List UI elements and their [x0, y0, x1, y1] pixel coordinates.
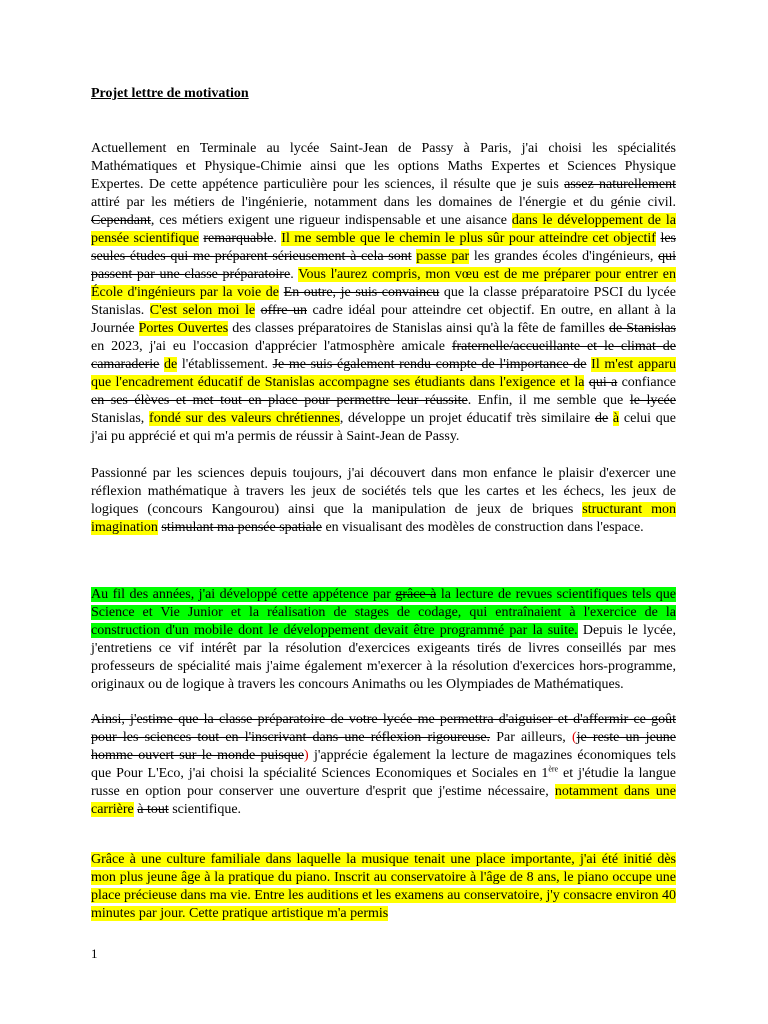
text-segment: je reste un jeune homme ouvert sur le monde puisque [91, 730, 676, 763]
text-segment: des classes préparatoires de Stanislas ainsi qu'à la fête de familles [228, 321, 609, 336]
text-segment: passe par [416, 249, 470, 264]
text-segment: et j'étudie la langue russe en option pour conserver une ouverture d'esprit que j'estime nécessaire, [91, 766, 676, 799]
text-segment: assez naturellement [564, 177, 676, 192]
text-segment: Portes Ouvertes [138, 321, 229, 336]
text-segment: grâce à [395, 587, 437, 602]
text-segment: ( [571, 730, 577, 745]
text-segment: en visualisant des modèles de construction dans l'espace. [321, 520, 644, 535]
text-segment: Ainsi, j'estime que la classe préparatoire de votre lycée me permettra d'aiguiser et d'affermir ce goût pour les sciences tout en l'inscrivant dans une réflexion rigoureuse. [91, 712, 676, 745]
text-segment: Au fil des années, j'ai développé cette appétence par [91, 587, 396, 602]
paragraph-3 [91, 586, 676, 694]
text-segment: structurant mon imagination [91, 502, 677, 535]
text-segment: celui que j'ai pu apprécié et qui m'a permis de réussir à Saint-Jean de Passy. [91, 411, 677, 444]
text-segment: qui passent par une classe préparatoire [91, 249, 676, 282]
text-segment: ère [548, 764, 559, 774]
text-segment: Par ailleurs, [490, 730, 572, 745]
text-segment: dans le développement de la pensée scientifique [91, 213, 676, 246]
text-segment: Cependant [91, 213, 151, 228]
page-number: 1 [91, 946, 98, 961]
text-segment: que la classe préparatoire PSCI du lycée Stanislas. [91, 285, 676, 318]
text-segment: j'apprécie également la lecture de magazines économiques tels que Pour L'Eco, j'ai choisi la spécialité Sciences Economiques et Sociales en 1 [91, 748, 676, 781]
text-segment: scientifique. [168, 802, 242, 817]
paragraph-2 [91, 465, 676, 537]
text-segment: Passionné par les sciences depuis toujours, j'ai découvert dans mon enfance le plaisir d'exercer une réflexion mathématique à travers les jeux de sociétés tels que les cartes et les échecs, les jeux de logiques (concours Kangourou) ainsi que la manipulation de jeux de briques [91, 466, 676, 517]
text-segment: les grandes écoles d'ingénieurs, [469, 249, 659, 264]
text-segment: Stanislas, [91, 411, 150, 426]
paragraph-5 [91, 851, 676, 923]
text-segment: Je me suis également rendu compte de l'importance de [272, 357, 587, 372]
text-segment: Il m'est apparu que l'encadrement éducatif de Stanislas accompagne ses étudiants dans l'exigence et la [91, 357, 677, 390]
text-segment: C'est selon moi le [149, 303, 256, 318]
text-segment: Actuellement en Terminale au lycée Saint-Jean de Passy à Paris, j'ai choisi les spécialités Mathématiques et Physique-Chimie ainsi que les options Maths Expertes et Sciences Physique Expertes. De cette appétence particulière pour les sciences, il résulte que je suis [91, 141, 676, 192]
text-segment: cadre idéal pour atteindre cet objectif. En outre, en allant à la Journée [91, 303, 677, 336]
text-segment: . Enfin, il me semble que [467, 393, 630, 408]
text-segment: Vous l'aurez compris, mon vœu est de me préparer pour entrer en École d'ingénieurs par la voie de [91, 267, 676, 300]
text-segment: en ses élèves et met tout en place pour permettre leur réussite [91, 393, 468, 408]
text-segment: à [612, 411, 620, 426]
text-segment: remarquable [203, 231, 274, 246]
paragraph-4 [91, 711, 676, 819]
text-segment: les seules études qui me préparent sérieusement à cela sont [91, 231, 676, 264]
text-segment: stimulant ma pensée spatiale [161, 520, 322, 535]
text-segment: , développe un projet éducatif très similaire [339, 411, 595, 426]
text-segment: Depuis le lycée, j'entretiens ce vif intérêt par la résolution d'exercices exigeants tirés de livres conseillés par mes professeurs de spécialité mais j'aime également m'exercer à la résolution d'exercices hors-programme, originaux ou de logique à travers les concours Animaths ou les Olympiades de Mathématiques. [91, 623, 676, 692]
text-segment: attiré par les métiers de l'ingénierie, notamment dans les domaines de l'énergie et du génie civil. [91, 195, 676, 210]
text-segment: fondé sur des valeurs chrétiennes [149, 411, 340, 426]
paragraph-1 [91, 140, 676, 446]
text-segment: de Stanislas [608, 321, 676, 336]
text-segment: confiance [617, 375, 677, 390]
text-segment: notamment dans une carrière [91, 784, 676, 817]
text-segment: ) [304, 748, 309, 763]
text-segment: , ces métiers exigent une rigueur indispensable et une aisance [150, 213, 512, 228]
text-segment: . [273, 231, 282, 246]
text-segment: . [290, 267, 299, 282]
text-segment: à tout [137, 802, 169, 817]
text-segment: qui a [588, 375, 618, 390]
document-title: Projet lettre de motivation [91, 86, 249, 101]
text-segment: Grâce à une culture familiale dans laquelle la musique tenait une place importante, j'ai été initié dès mon plus jeune âge à la pratique du piano. Inscrit au conservatoire à l'âge de 8 ans, le piano occupe une place précieuse dans ma vie. Entre les auditions et les examens au conservatoire, j'y consacre environ 40 minutes par jour. Cette pratique artistique m'a permis [91, 852, 676, 921]
text-segment: offre un [260, 303, 308, 318]
text-segment: de [594, 411, 609, 426]
text-segment: le lycée [629, 393, 676, 408]
text-segment: en 2023, j'ai eu l'occasion d'apprécier l'atmosphère amicale [91, 339, 452, 354]
text-segment: l'établissement. [177, 357, 273, 372]
text-segment: la lecture de revues scientifiques tels que Science et Vie Junior et la réalisation de stages de codage, qui entraînaient à l'exercice de la construction d'un mobile dont le développement devait être programmé par la suite. [91, 587, 676, 638]
text-segment: En outre, je suis convaincu [283, 285, 440, 300]
text-segment: fraternelle/accueillante et le climat de camaraderie [91, 339, 676, 372]
text-segment: de [164, 357, 178, 372]
text-segment: Il me semble que le chemin le plus sûr pour atteindre cet objectif [281, 231, 656, 246]
